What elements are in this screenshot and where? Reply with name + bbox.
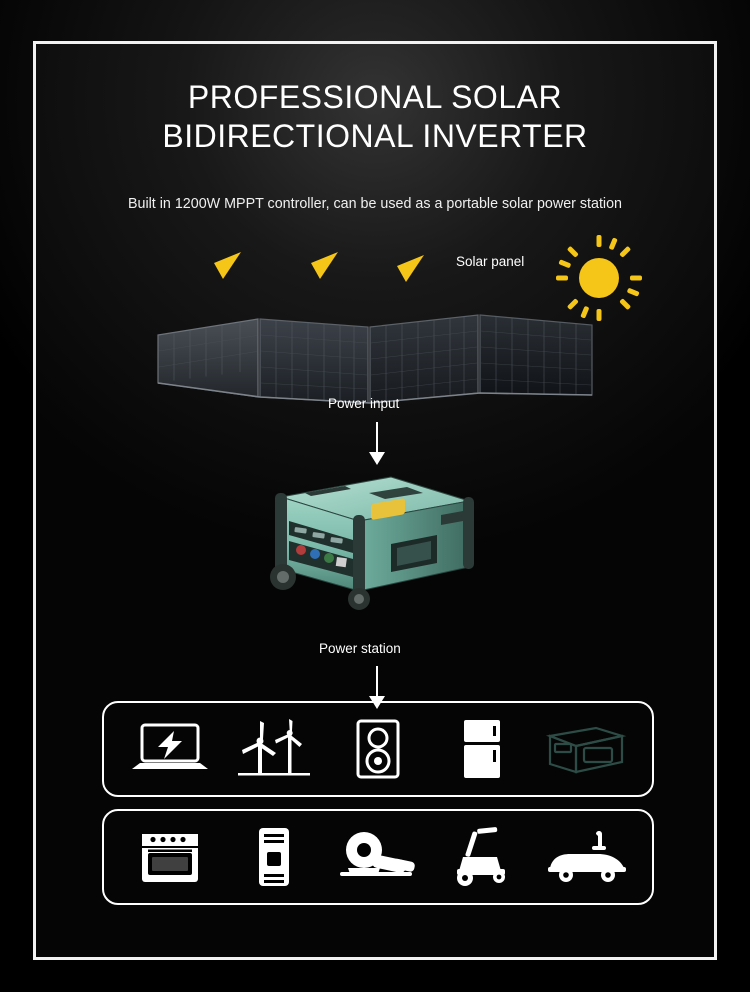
poster-content [36,44,714,957]
wind-turbine-icon [228,713,320,785]
lawn-mower-icon [436,821,528,893]
label-power-input: Power input [328,396,400,411]
angle-grinder-icon [332,821,424,893]
appliance-row-2 [102,809,654,905]
laptop-icon [124,713,216,785]
power-station-graphic [241,449,491,619]
label-solar-panel: Solar panel [456,254,525,269]
page-title-line-1: PROFESSIONAL SOLAR [187,79,563,115]
refrigerator-icon [436,713,528,785]
title-block [36,78,714,156]
poster-frame [33,41,717,960]
power-station-icon [540,713,632,785]
arrow-yellow-1 [211,249,245,283]
oven-icon [124,821,216,893]
arrow-yellow-3 [394,252,428,286]
page-title-line-2: BIDIRECTIONAL INVERTER [162,118,588,155]
air-conditioner-icon [228,821,320,893]
label-power-station: Power station [319,641,401,656]
page-subtitle: Built in 1200W MPPT controller, can be used as a portable solar power station [127,196,623,212]
solar-panel-graphic [154,279,599,409]
speaker-icon [332,713,424,785]
appliance-row-1 [102,701,654,797]
arrow-yellow-2 [308,249,342,283]
electric-car-icon [540,821,632,893]
